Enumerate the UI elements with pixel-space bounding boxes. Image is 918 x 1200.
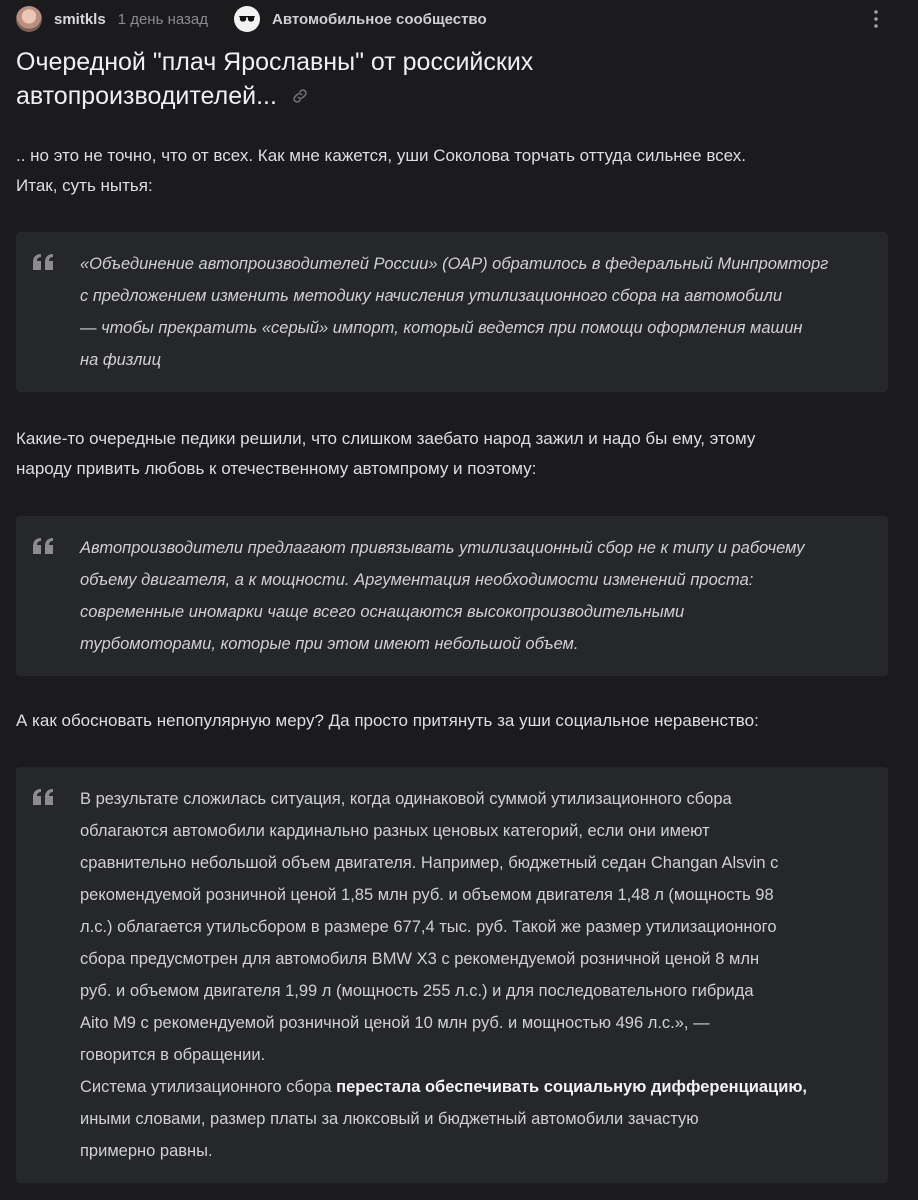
link-icon[interactable] (291, 80, 309, 114)
post-title (16, 45, 716, 114)
blockquote-1 (16, 232, 888, 392)
post-header (16, 5, 888, 33)
community-icon[interactable] (234, 6, 260, 32)
quote-line: говорится в обращении. (80, 1046, 266, 1064)
quote-icon (33, 254, 55, 270)
quote-text (80, 783, 864, 1167)
quote-line: В результате сложилась ситуация, когда одинаковой суммой утилизационного сбора (80, 790, 732, 808)
more-options-button[interactable] (864, 7, 888, 31)
paragraph-3: А как обосновать непопулярную меру? Да просто притянуть за уши социальное неравенство: (16, 711, 759, 730)
quote-line: «Объединение автопроизводителей России» (ОАР) обратилось в федеральный Минпромторг (80, 255, 829, 273)
sunglasses-icon (238, 14, 256, 24)
quote-line: объему двигателя, а к мощности. Аргументация необходимости изменений проста: (80, 571, 754, 589)
blockquote-2 (16, 516, 888, 676)
author-name[interactable]: smitkls (54, 10, 106, 28)
quote-line: турбомоторами, которые при этом имеют небольшой объем. (80, 635, 579, 653)
quote-line: на физлиц (80, 351, 162, 369)
paragraph-intro (16, 141, 876, 201)
quote-line: иными словами, размер платы за люксовый и бюджетный автомобили зачастую (80, 1110, 699, 1128)
post-time: 1 день назад (117, 10, 209, 28)
quote-icon (33, 538, 55, 554)
paragraph-2 (16, 424, 876, 484)
more-vertical-icon (874, 10, 878, 28)
post-title-line2: автопроизводителей... (16, 82, 277, 110)
quote-text (80, 532, 864, 660)
paragraph-line: .. но это не точно, что от всех. Как мне кажется, уши Соколова торчать оттуда сильнее всех. (16, 146, 746, 165)
quote-line: рекомендуемой розничной ценой 1,85 млн руб. и объемом двигателя 1,48 л (мощность 98 (80, 886, 774, 904)
paragraph-line: Какие-то очередные педики решили, что слишком заебато народ зажил и надо бы ему, этому (16, 429, 756, 448)
paragraph-line: народу привить любовь к отечественному автомпрому и поэтому: (16, 459, 537, 478)
quote-line: руб. и объемом двигателя 1,99 л (мощность 255 л.с.) и для последовательного гибрида (80, 982, 754, 1000)
quote-icon (33, 789, 55, 805)
quote-line (80, 1071, 864, 1103)
quote-line: л.с.) облагается утильсбором в размере 677,4 тыс. руб. Такой же размер утилизационного (80, 918, 777, 936)
quote-text-span: Система утилизационного сбора (80, 1078, 337, 1096)
paragraph-line: Итак, суть нытья: (16, 176, 153, 195)
post-title-line1: Очередной "плач Ярославны" от российских (16, 48, 534, 76)
quote-text (80, 248, 864, 376)
quote-line: Aito M9 с рекомендуемой розничной ценой 10 млн руб. и мощностью 496 л.с.», — (80, 1014, 710, 1032)
quote-line: с предложением изменить методику начисления утилизационного сбора на автомобили (80, 287, 783, 305)
quote-line: сравнительно небольшой объем двигателя. Например, бюджетный седан Changan Alsvin с (80, 854, 779, 872)
quote-line: примерно равны. (80, 1142, 213, 1160)
avatar[interactable] (16, 6, 42, 32)
quote-line: Автопроизводители предлагают привязывать утилизационный сбор не к типу и рабочему (80, 539, 805, 557)
quote-line: сбора предусмотрен для автомобиля BMW X3 с рекомендуемой розничной ценой 8 млн (80, 950, 760, 968)
community-name[interactable]: Автомобильное сообщество (272, 10, 487, 28)
quote-bold-text: перестала обеспечивать социальную дифференциацию, (336, 1078, 808, 1096)
blockquote-3 (16, 767, 888, 1183)
quote-line: — чтобы прекратить «серый» импорт, который ведется при помощи оформления машин (80, 319, 803, 337)
quote-line: современные иномарки чаще всего оснащаются высокопроизводительными (80, 603, 685, 621)
quote-line: облагаются автомобили кардинально разных ценовых категорий, если они имеют (80, 822, 710, 840)
